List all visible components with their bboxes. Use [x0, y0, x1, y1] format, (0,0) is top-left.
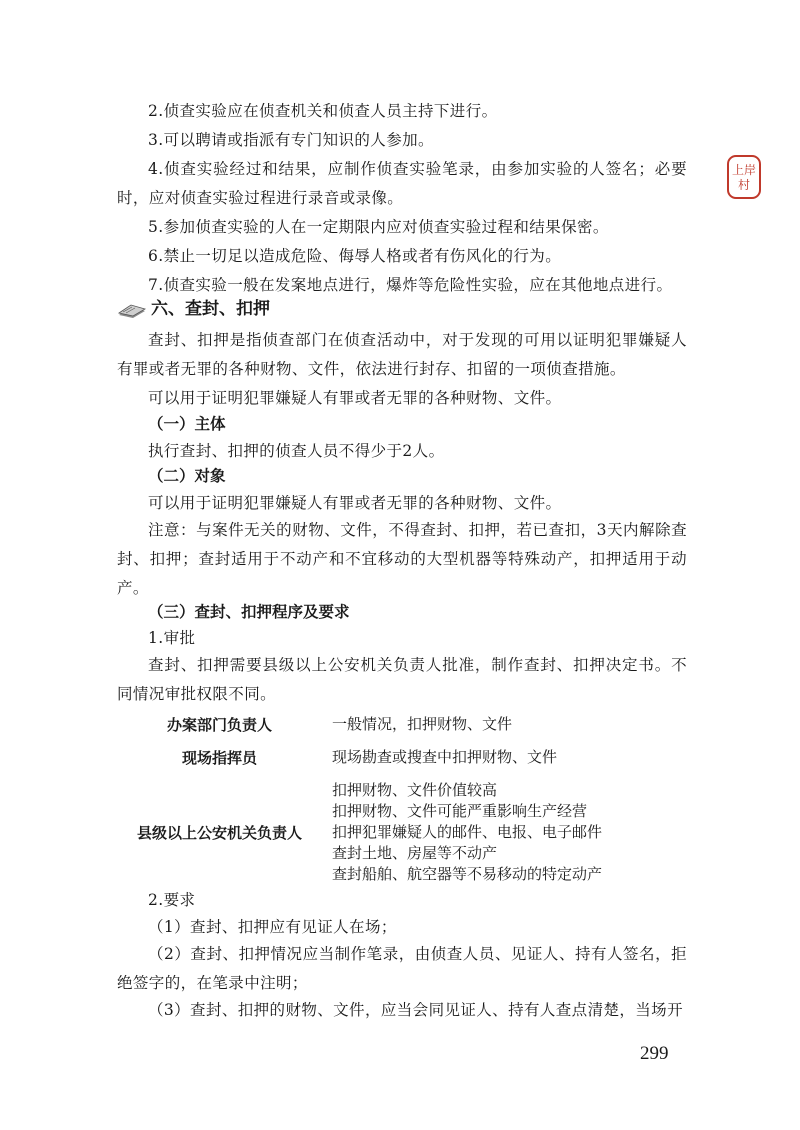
paragraph: 3.可以聘请或指派有专门知识的人参加。 [148, 131, 434, 149]
paragraph: 6.禁止一切足以造成危险、侮辱人格或者有伤风化的行为。 [148, 247, 562, 265]
scope-line: 查封土地、房屋等不动产 [332, 843, 498, 862]
paragraph: 注意：与案件无关的财物、文件，不得查封、扣押，若已查扣，3天内解除查封、扣押；查封适用于不动产和不宜移动的大型机器等特殊动产，扣押适用于动产。 [117, 521, 687, 597]
paragraph: 7.侦查实验一般在发案地点进行，爆炸等危险性实验，应在其他地点进行。 [148, 276, 673, 294]
book-icon [117, 301, 147, 319]
paragraph: （3）查封、扣押的财物、文件，应当会同见证人、持有人查点清楚，当场开 [148, 1001, 683, 1019]
scope-line: 扣押财物、文件可能严重影响生产经营 [332, 801, 588, 820]
subheading: （一）主体 [148, 415, 226, 433]
paragraph: 可以用于证明犯罪嫌疑人有罪或者无罪的各种财物、文件。 [148, 494, 562, 512]
table-role-cell: 县级以上公安机关负责人 [136, 823, 302, 842]
subheading: （二）对象 [148, 467, 226, 485]
section-heading [117, 295, 270, 324]
svg-text:上岸: 上岸 [731, 163, 757, 177]
paragraph: 查封、扣押是指侦查部门在侦查活动中，对于发现的可用以证明犯罪嫌疑人有罪或者无罪的各种财物、文件，依法进行封存、扣留的一项侦查措施。 [117, 331, 687, 378]
table-row [117, 741, 687, 774]
table-row [117, 774, 687, 890]
paragraph: 执行查封、扣押的侦查人员不得少于2人。 [148, 442, 445, 460]
table-scope-cell [322, 708, 687, 741]
paragraph: 查封、扣押需要县级以上公安机关负责人批准，制作查封、扣押决定书。不同情况审批权限不同。 [117, 656, 687, 703]
scope-line: 查封船舶、航空器等不易移动的特定动产 [332, 864, 603, 883]
scope-line: 现场勘查或搜查中扣押财物、文件 [332, 748, 558, 766]
scope-line: 扣押财物、文件价值较高 [332, 780, 498, 799]
paragraph: 5.参加侦查实验的人在一定期限内应对侦查实验过程和结果保密。 [148, 218, 609, 236]
paragraph: 2.侦查实验应在侦查机关和侦查人员主持下进行。 [148, 102, 498, 120]
paragraph: 4.侦查实验经过和结果，应制作侦查实验笔录，由参加实验的人签名；必要时，应对侦查实验过程进行录音或录像。 [117, 160, 687, 207]
stamp-logo-icon [726, 154, 762, 200]
svg-text:村: 村 [737, 178, 751, 192]
approval-table [117, 708, 687, 890]
subheading: （三）查封、扣押程序及要求 [148, 603, 350, 621]
section-title: 六、查封、扣押 [151, 299, 270, 319]
table-scope-cell [322, 741, 687, 774]
page-number: 299 [640, 1043, 669, 1064]
paragraph: （1）查封、扣押应有见证人在场； [148, 918, 397, 936]
paragraph: （2）查封、扣押情况应当制作笔录，由侦查人员、见证人、持有人签名，拒绝签字的，在笔录中注明； [117, 945, 687, 992]
table-row [117, 708, 687, 741]
scope-line: 扣押犯罪嫌疑人的邮件、电报、电子邮件 [332, 822, 603, 841]
table-scope-cell [322, 774, 687, 890]
table-role-cell: 办案部门负责人 [166, 716, 272, 734]
paragraph: 1.审批 [148, 629, 196, 647]
table-role-cell: 现场指挥员 [181, 749, 257, 767]
scope-line: 一般情况，扣押财物、文件 [332, 715, 513, 733]
paragraph: 可以用于证明犯罪嫌疑人有罪或者无罪的各种财物、文件。 [148, 389, 562, 407]
paragraph: 2.要求 [148, 891, 196, 909]
